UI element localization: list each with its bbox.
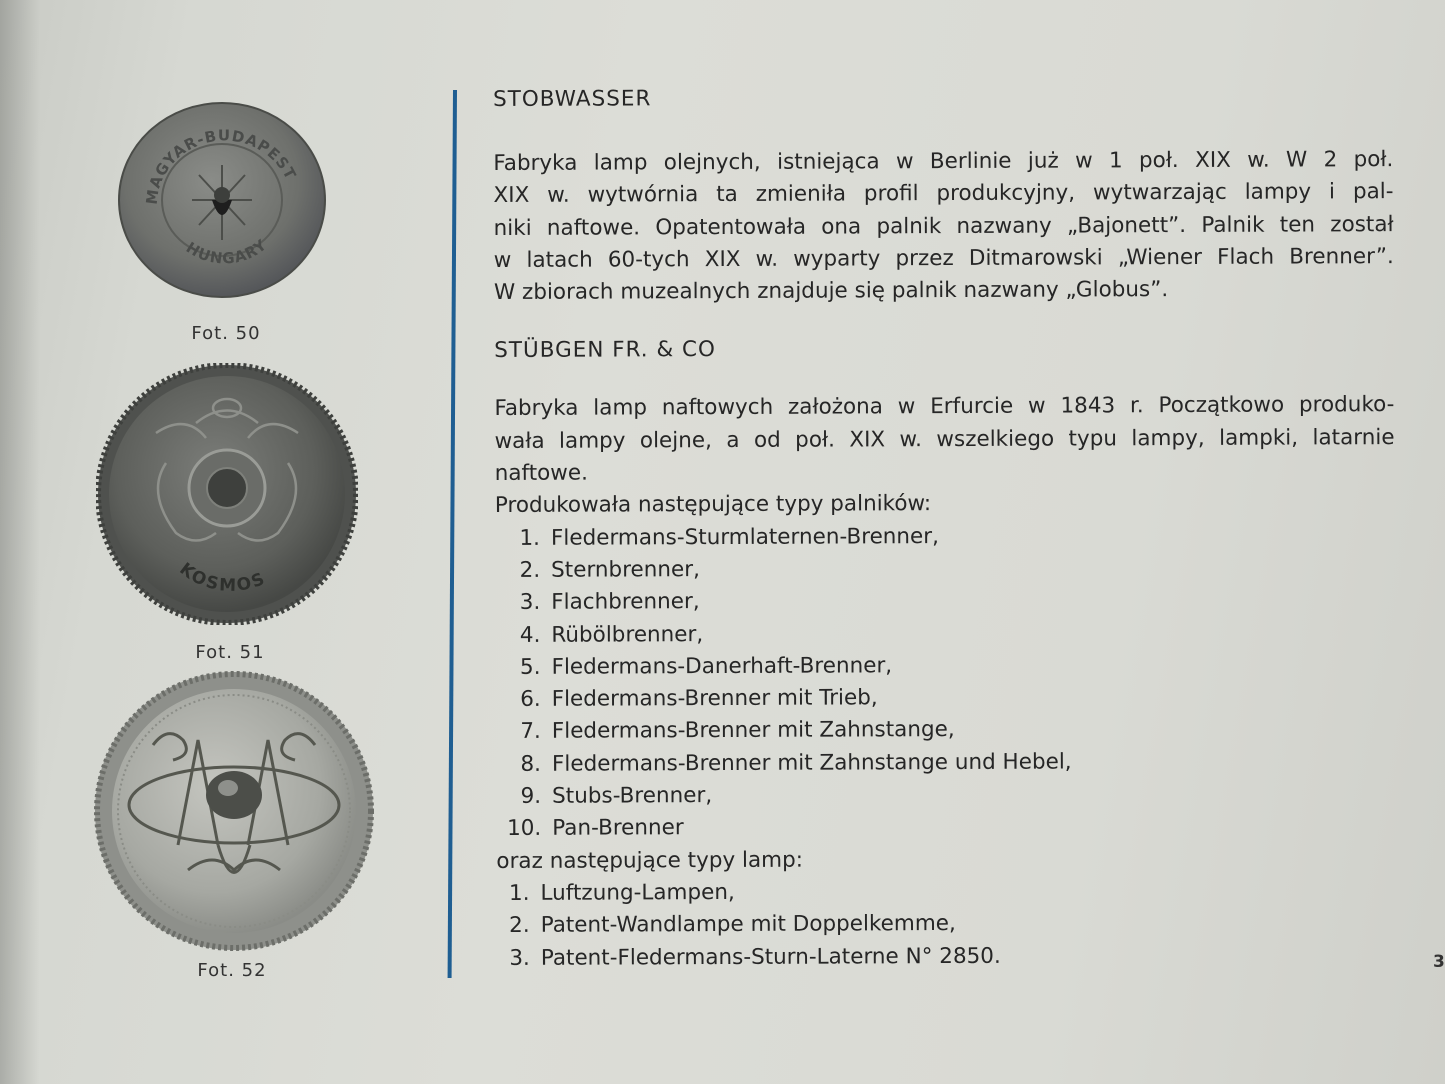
text-line: w latach 60-tych XIX w. wyparty przez Ditmarowski „Wiener Flach Brenner”.: [493, 243, 1394, 273]
list-item: 7. Fledermans-Brenner mit Zahnstange,: [520, 717, 955, 745]
caption-fot-51: Fot. 51: [195, 642, 265, 663]
list-item: 5. Fledermans-Danerhaft-Brenner,: [519, 653, 893, 680]
text-line: wała lampy olejne, a od poł. XIX w. wszelkiego typu lampy, lampki, latarnie: [494, 424, 1395, 454]
list-item: 4. Rübölbrenner,: [519, 621, 704, 648]
text-line: niki naftowe. Opatentowała ona palnik nazwany „Bajonett”. Palnik ten został: [493, 211, 1394, 241]
paragraph-stobwasser: [493, 144, 1394, 309]
list-item: 8. Fledermans-Brenner mit Zahnstange und Hebel,: [520, 749, 1072, 777]
list-item: 1. Fledermans-Sturmlaternen-Brenner,: [519, 523, 940, 551]
text-line: W zbiorach muzealnych znajduje się palnik nazwany „Globus”.: [493, 277, 1169, 306]
coin-photo-52: [93, 670, 375, 952]
heading-stobwasser: STOBWASSER: [493, 86, 652, 112]
text-line: Fabryka lamp olejnych, istniejąca w Berlinie już w 1 poł. XIX w. W 2 poł.: [493, 147, 1394, 176]
list-item: 6. Fledermans-Brenner mit Trieb,: [520, 685, 878, 713]
lamps-intro: oraz następujące typy lamp:: [496, 847, 804, 874]
list-item: 3. Patent-Fledermans-Sturn-Laterne N° 2850.: [509, 943, 1001, 971]
heading-stubgen: STÜBGEN FR. & CO: [494, 337, 717, 364]
coin-photo-51: [96, 363, 358, 625]
list-item: 1. Luftzung-Lampen,: [508, 879, 735, 906]
list-item: 9. Stubs-Brenner,: [520, 783, 713, 809]
list-item: 2. Sternbrenner,: [519, 557, 700, 583]
coin-photo-50: [117, 100, 327, 300]
seal-text-bottom: KOSMOS: [175, 559, 270, 596]
burner-list: [495, 519, 1396, 846]
text-line: XIX w. wytwórnia ta zmieniła profil produkcyjny, wytwarzając lampy i pal-: [493, 179, 1394, 209]
page-number: 3: [1433, 952, 1445, 972]
text-line: Fabryka lamp naftowych założona w Erfurcie w 1843 r. Początkowo produko-: [494, 392, 1395, 422]
seal-text-bottom: HUNGARY: [182, 235, 271, 268]
caption-fot-50: Fot. 50: [191, 323, 261, 344]
column-divider: [448, 90, 457, 978]
paragraph-stubgen: [494, 390, 1394, 491]
list-item: 2. Patent-Wandlampe mit Doppelkemme,: [509, 911, 956, 939]
burners-intro: Produkowała następujące typy palników:: [494, 491, 932, 519]
list-item: 10. Pan-Brenner: [506, 815, 684, 842]
text-column: [493, 80, 1397, 975]
seal-text-top: MAGYAR-BUDAPEST: [142, 126, 300, 206]
caption-fot-52: Fot. 52: [197, 960, 267, 981]
page-gutter-shadow: [0, 0, 40, 1084]
lamp-list: [496, 874, 1396, 975]
text-line: naftowe.: [494, 460, 588, 487]
list-item: 3. Flachbrenner,: [519, 589, 700, 616]
